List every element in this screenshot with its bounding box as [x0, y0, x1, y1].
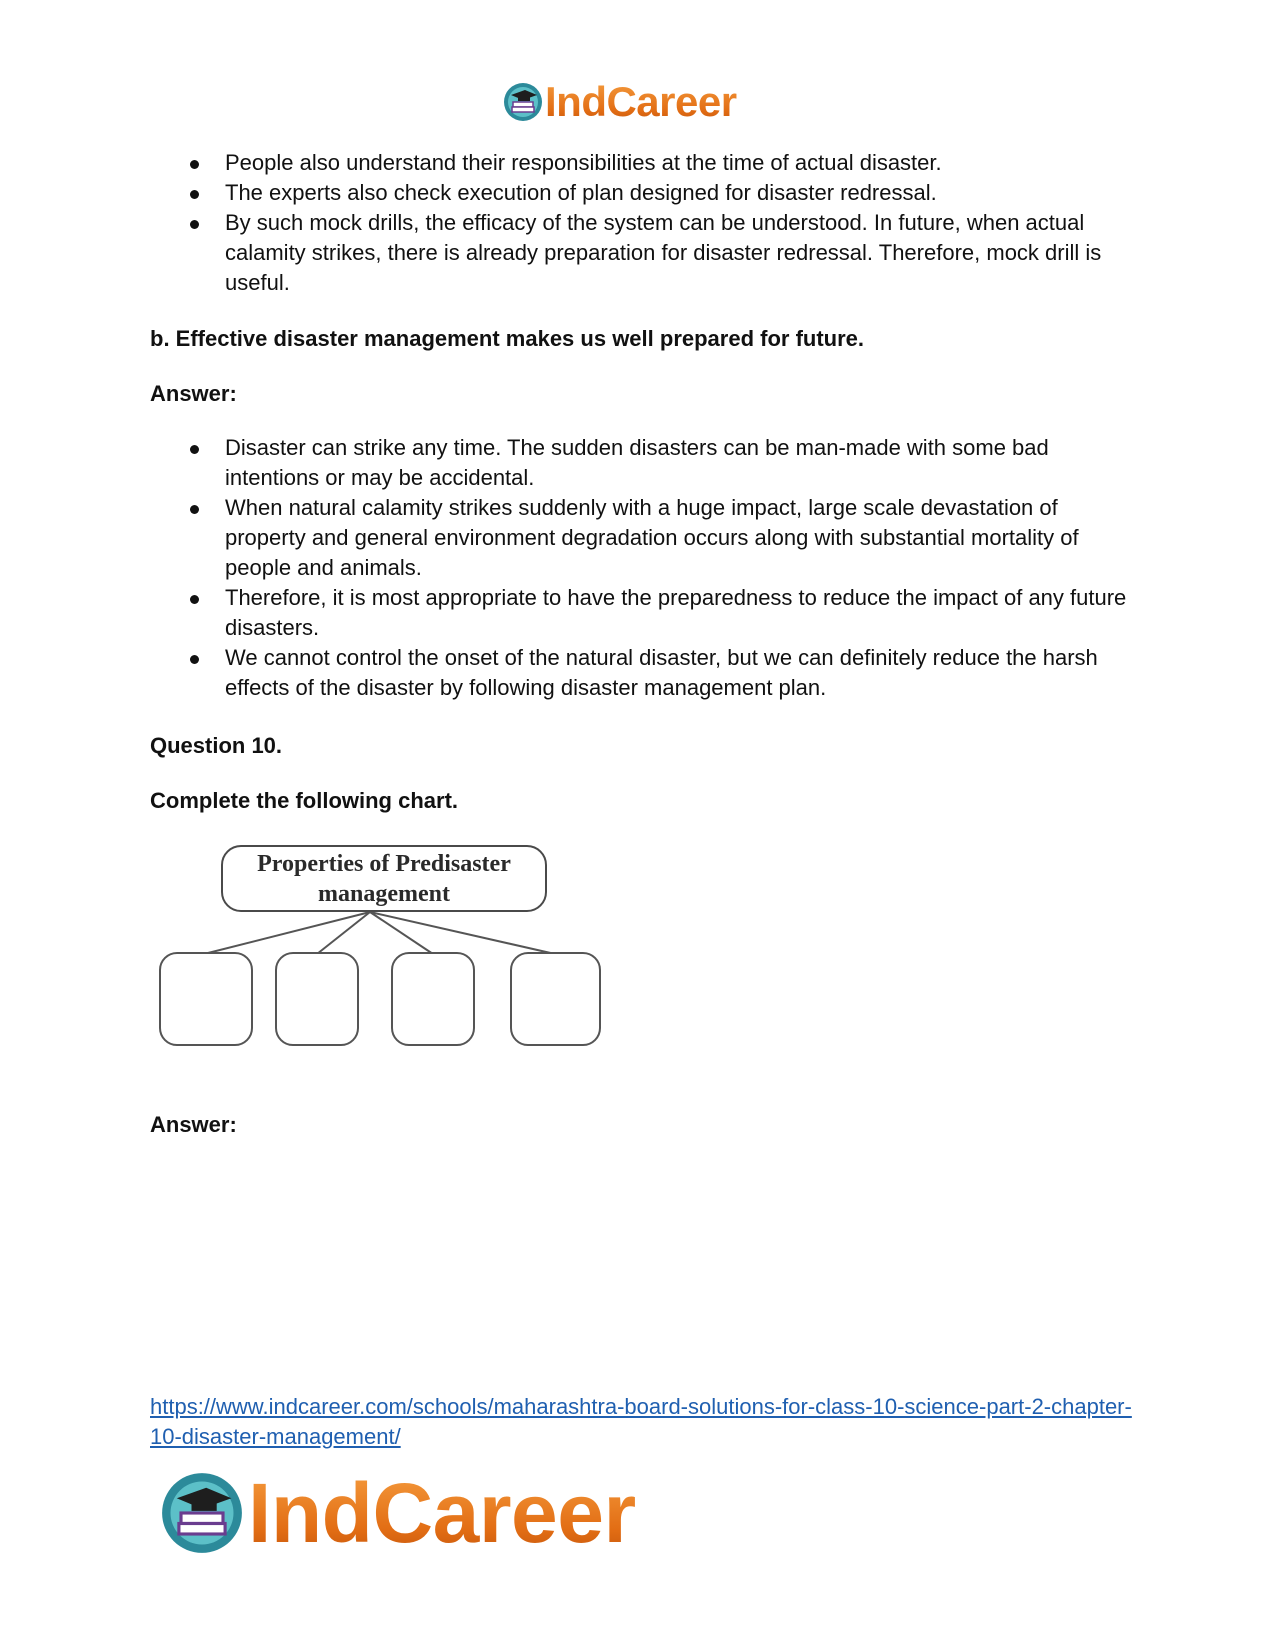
empty-chart-box: [275, 952, 359, 1046]
source-link[interactable]: https://www.indcareer.com/schools/maharashtra-board-solutions-for-class-10-science-part-2-chapter-10-disaster-management/: [150, 1394, 1132, 1449]
question-b-heading: b. Effective disaster management makes us well prepared for future.: [150, 326, 865, 351]
header-logo: [503, 78, 737, 126]
chart-root-label: management: [318, 881, 450, 907]
list-item: Therefore, it is most appropriate to have the preparedness to reduce the impact of any future disasters.: [150, 583, 1130, 643]
list-item: By such mock drills, the efficacy of the system can be understood. In future, when actual calamity strikes, there is already preparation for disaster redressal. Therefore, mock drill is useful.: [150, 208, 1130, 298]
graduation-book-icon: [160, 1471, 244, 1555]
list-item: When natural calamity strikes suddenly with a huge impact, large scale devastation of property and general environment degradation occurs along with substantial mortality of people and animals.: [150, 493, 1130, 583]
section-b-bullet-list: [150, 433, 1130, 703]
question-10-instruction: Complete the following chart.: [150, 788, 459, 813]
graduation-book-icon: [503, 82, 543, 122]
answer-label: Answer:: [150, 1112, 237, 1137]
answer-label: Answer:: [150, 381, 237, 406]
connector-line: [370, 912, 555, 954]
list-item: The experts also check execution of plan designed for disaster redressal.: [150, 178, 1130, 208]
list-item: We cannot control the onset of the natural disaster, but we can definitely reduce the harsh effects of the disaster by following disaster management plan.: [150, 643, 1130, 703]
empty-chart-box: [159, 952, 253, 1046]
empty-chart-box: [510, 952, 601, 1046]
logo-wordmark: IndCareer: [248, 1466, 636, 1560]
empty-chart-box: [391, 952, 475, 1046]
chart-root-box: [221, 845, 547, 912]
footer-logo: [160, 1468, 636, 1558]
section-a-bullet-list: [150, 148, 1130, 298]
logo-wordmark: IndCareer: [545, 78, 737, 125]
question-10-heading: Question 10.: [150, 733, 283, 758]
predisaster-chart: [155, 843, 615, 1058]
list-item: Disaster can strike any time. The sudden disasters can be man-made with some bad intentions or may be accidental.: [150, 433, 1130, 493]
chart-root-label: Properties of Predisaster: [257, 851, 511, 877]
list-item: People also understand their responsibilities at the time of actual disaster.: [150, 148, 1130, 178]
